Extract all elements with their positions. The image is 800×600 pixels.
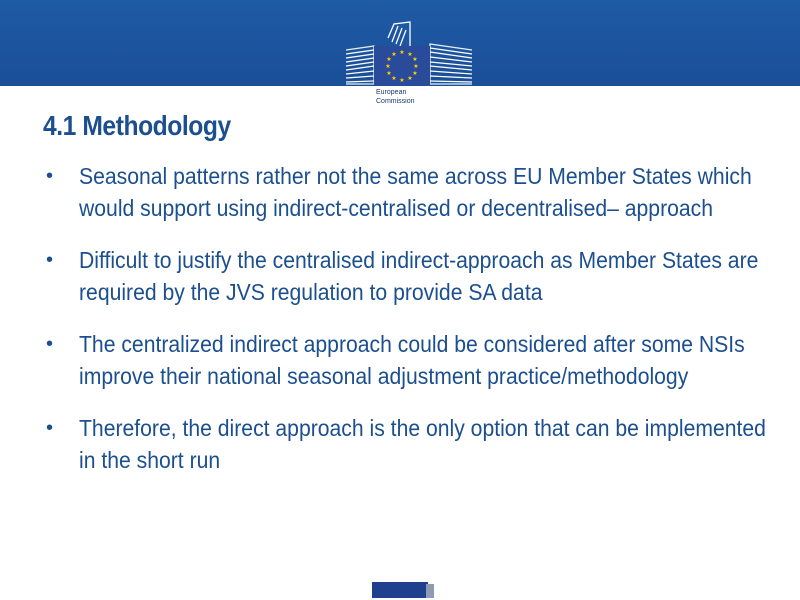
- bullet-item: [44, 328, 784, 392]
- european-commission-logo: [344, 20, 474, 112]
- slide-title: 4.1 Methodology: [43, 110, 231, 141]
- svg-text:★: ★: [407, 51, 413, 58]
- svg-text:★: ★: [412, 56, 418, 63]
- bullet-list: [44, 160, 784, 496]
- bullet-text: Difficult to justify the centralised indirect-approach as Member States are required by the JVS regulation to provide SA data: [79, 247, 759, 305]
- footer-bar: [372, 582, 428, 598]
- svg-text:★: ★: [385, 63, 391, 70]
- bullet-icon: •: [46, 417, 54, 439]
- footer-bar-accent: [426, 584, 434, 598]
- svg-text:★: ★: [399, 77, 405, 84]
- svg-text:★: ★: [413, 63, 419, 70]
- logo-line-1: European: [376, 89, 407, 96]
- svg-text:★: ★: [412, 70, 418, 77]
- bullet-icon: •: [46, 165, 54, 187]
- logo-line-2: Commission: [376, 98, 415, 105]
- svg-text:★: ★: [386, 70, 392, 77]
- svg-text:★: ★: [399, 49, 405, 56]
- bullet-text: Therefore, the direct approach is the only option that can be implemented in the short run: [79, 415, 766, 473]
- svg-text:★: ★: [391, 51, 397, 58]
- bullet-text: Seasonal patterns rather not the same across EU Member States which would support using indirect-centralised or decentralised– approach: [79, 163, 752, 221]
- svg-text:★: ★: [386, 56, 392, 63]
- logo-label: [374, 86, 428, 110]
- bullet-item: [44, 244, 784, 308]
- svg-text:★: ★: [391, 75, 397, 82]
- bullet-item: [44, 160, 784, 224]
- bullet-text: The centralized indirect approach could be considered after some NSIs improve their national seasonal adjustment practice/methodology: [79, 331, 745, 389]
- bullet-item: [44, 412, 784, 476]
- svg-text:★: ★: [407, 75, 413, 82]
- bullet-icon: •: [46, 249, 54, 271]
- bullet-icon: •: [46, 333, 54, 355]
